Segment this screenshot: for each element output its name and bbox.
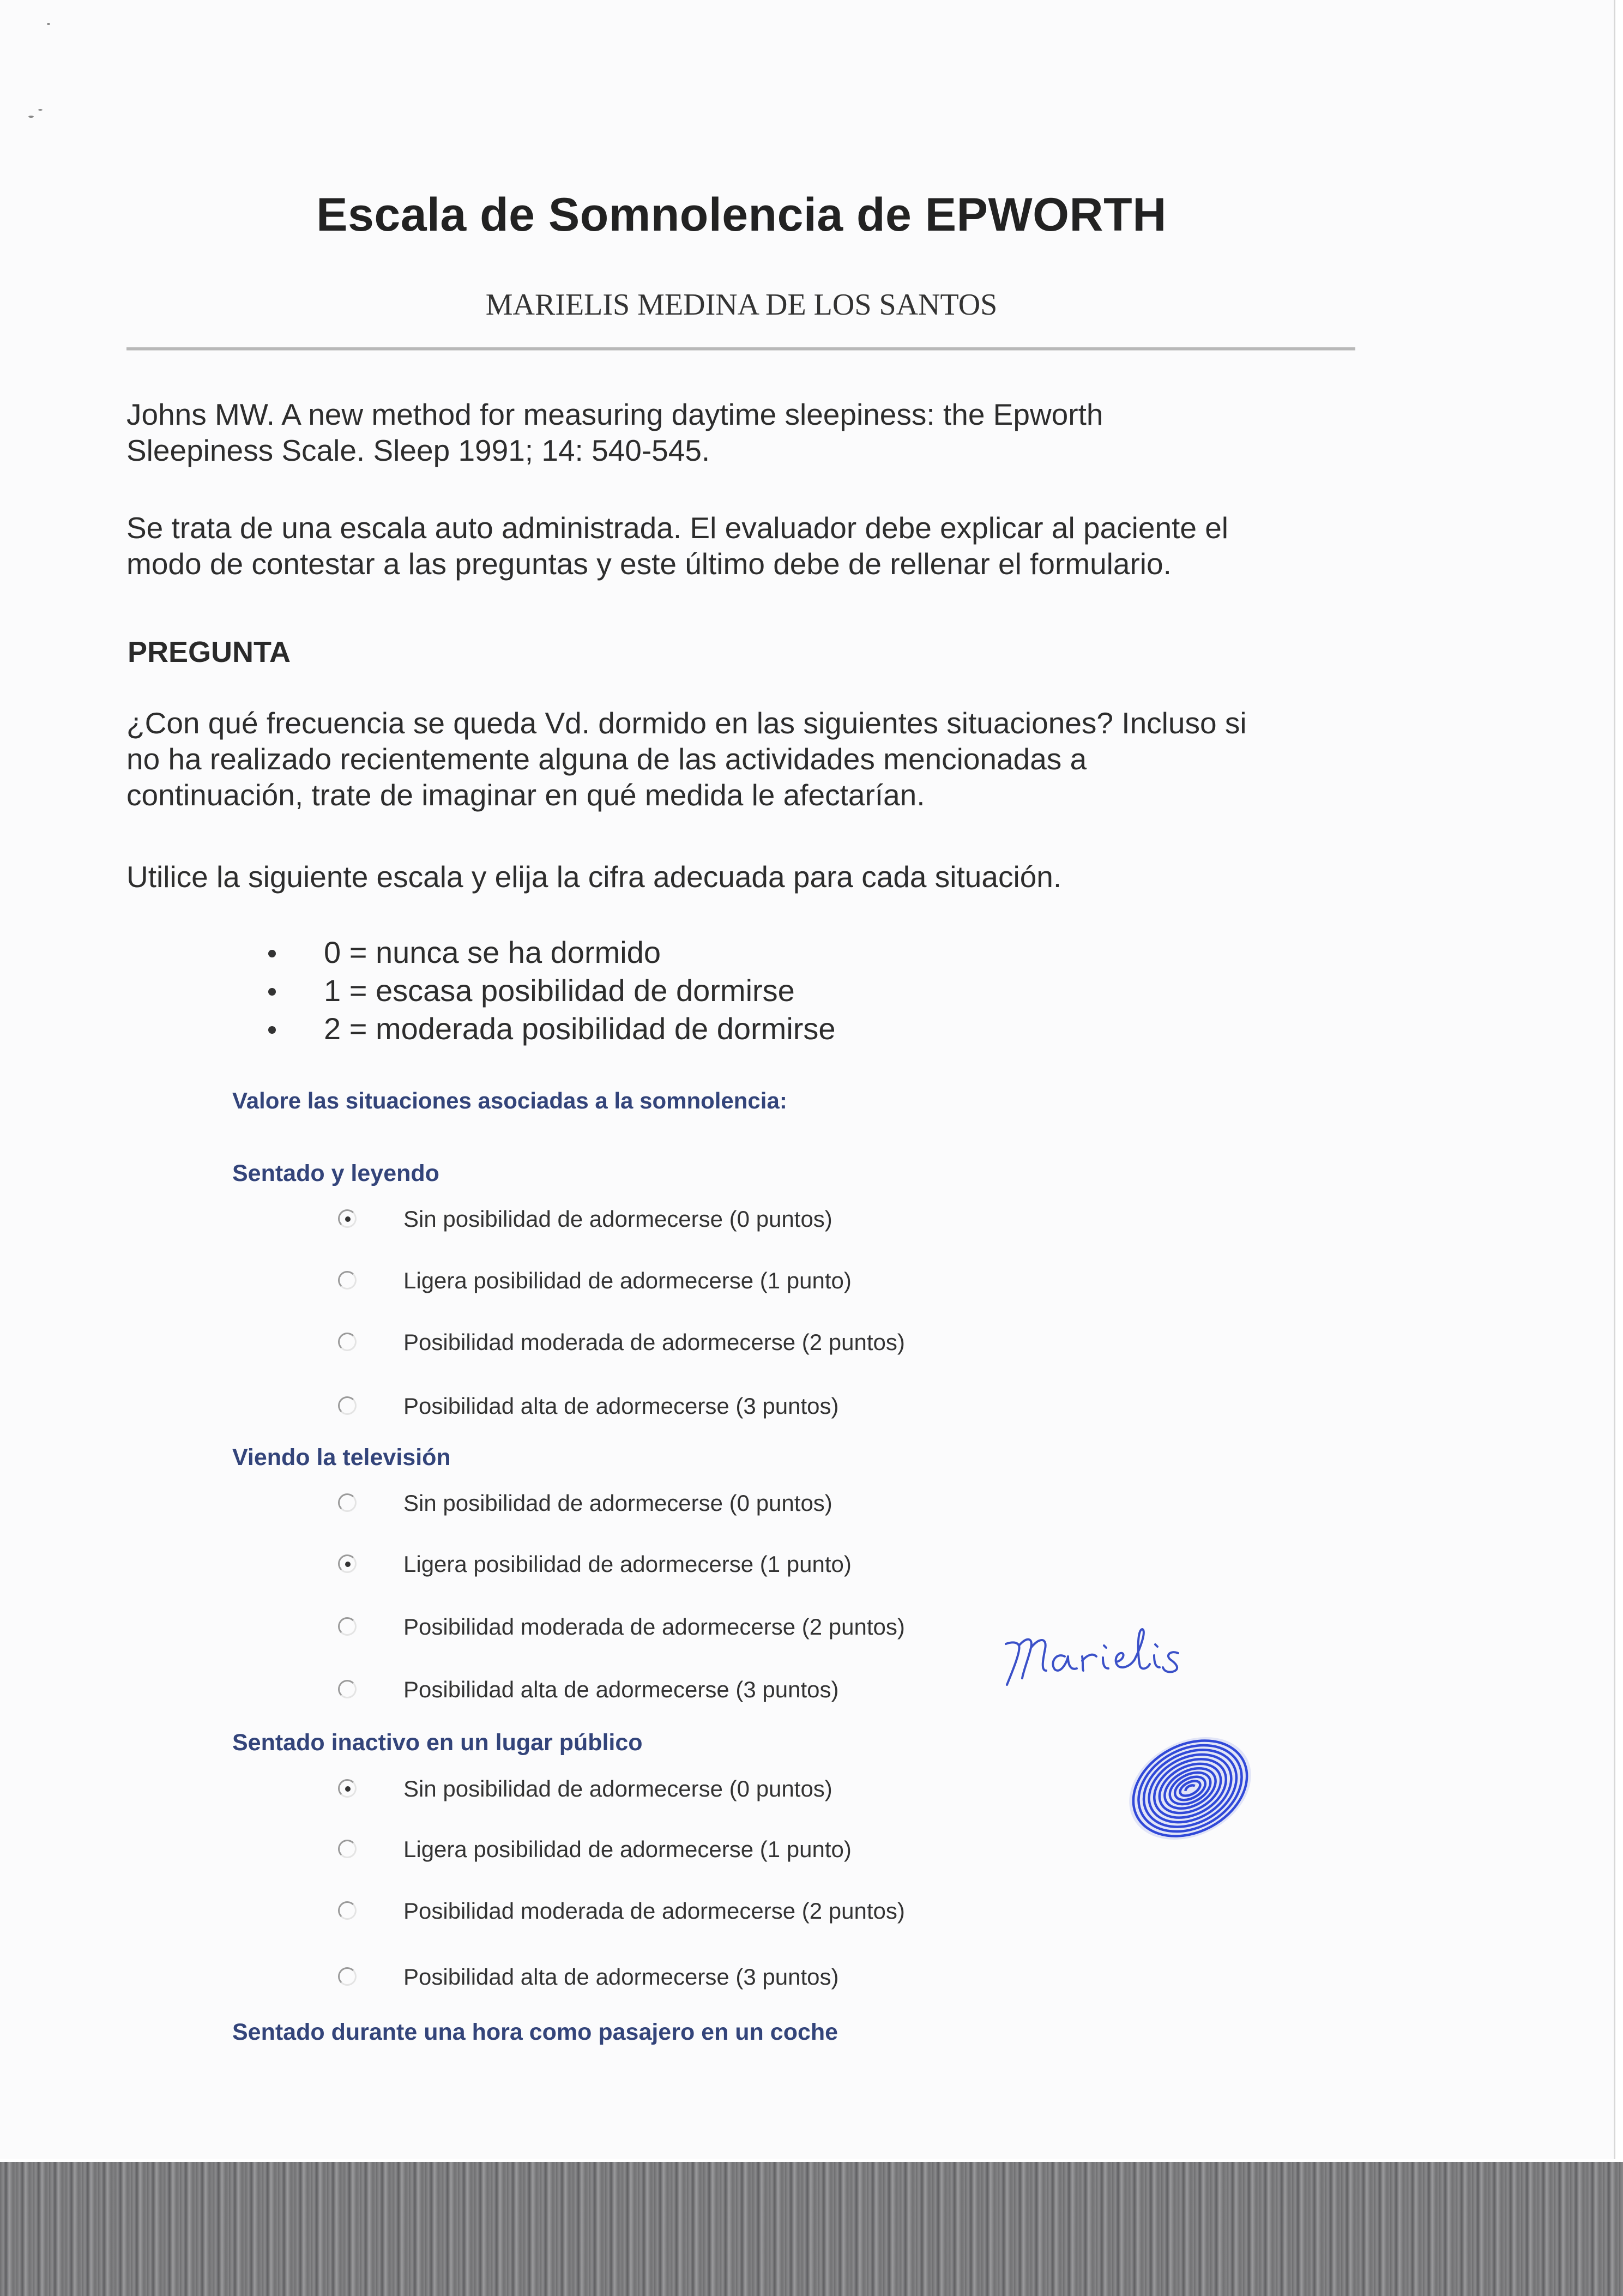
signature-letter-r — [1082, 1655, 1096, 1671]
scan-speck — [38, 109, 43, 111]
scale-list — [267, 933, 836, 1048]
radio-button[interactable] — [338, 1493, 357, 1512]
fingerprint-icon — [1117, 1718, 1264, 1859]
form-intro: Valore las situaciones asociadas a la somnolencia: — [232, 1088, 787, 1113]
signature-letter-s — [1163, 1652, 1178, 1672]
question-line: no ha realizado recientemente alguna de las actividades mencionadas a — [126, 742, 1087, 776]
scale-item — [267, 1010, 836, 1048]
bullet-icon — [268, 950, 276, 957]
radio-button[interactable] — [338, 1396, 357, 1415]
reference-citation — [126, 396, 1380, 468]
radio-button[interactable] — [338, 1680, 357, 1698]
radio-button[interactable] — [338, 1333, 357, 1351]
fingerprint-base — [1117, 1718, 1264, 1859]
instructions-line: Se trata de una escala auto administrada. El evaluador debe explicar al paciente el — [126, 511, 1229, 545]
signature-letter-a — [1053, 1655, 1077, 1671]
reference-line: Johns MW. A new method for measuring daytime sleepiness: the Epworth — [126, 397, 1103, 431]
scale-item-label: 0 = nunca se ha dormido — [324, 935, 661, 969]
scale-item — [267, 972, 836, 1010]
radio-option-label: Posibilidad alta de adormecerse (3 puntos) — [403, 1393, 839, 1419]
radio-option-label: Sin posibilidad de adormecerse (0 puntos) — [403, 1490, 832, 1516]
signature-letter-l — [1135, 1629, 1150, 1668]
scan-speck — [28, 116, 34, 118]
radio-button[interactable] — [338, 1271, 357, 1289]
header-divider — [126, 347, 1355, 351]
situation-title: Sentado durante una hora como pasajero en un coche — [232, 2019, 838, 2045]
bullet-icon — [268, 1026, 276, 1034]
radio-button[interactable] — [338, 1617, 357, 1636]
scale-item-label: 2 = moderada posibilidad de dormirse — [324, 1011, 836, 1046]
reference-line: Sleepiness Scale. Sleep 1991; 14: 540-545. — [126, 433, 710, 467]
scale-instruction: Utilice la siguiente escala y elija la cifra adecuada para cada situación. — [126, 860, 1062, 894]
radio-selected-dot — [345, 1562, 351, 1567]
radio-option-label: Posibilidad alta de adormecerse (3 puntos) — [403, 1964, 839, 1990]
signature-letter-i2 — [1154, 1644, 1160, 1667]
scanner-bed — [0, 2162, 1623, 2296]
handwritten-signature — [995, 1614, 1202, 1696]
radio-button[interactable] — [338, 1779, 357, 1798]
radio-selected-dot — [345, 1786, 351, 1792]
question-paragraph — [126, 705, 1380, 813]
question-line: continuación, trate de imaginar en qué medida le afectarían. — [126, 778, 925, 812]
fingerprint-ridges — [1117, 1718, 1264, 1859]
author-name: MARIELIS MEDINA DE LOS SANTOS — [485, 288, 998, 322]
page-title: Escala de Somnolencia de EPWORTH — [316, 189, 1167, 241]
instructions-paragraph — [126, 510, 1380, 582]
bullet-icon — [268, 988, 276, 996]
radio-option-label: Sin posibilidad de adormecerse (0 puntos) — [403, 1206, 832, 1232]
question-heading: PREGUNTA — [128, 636, 291, 668]
radio-button[interactable] — [338, 1554, 357, 1573]
scan-speck — [47, 23, 50, 25]
radio-option-label: Posibilidad moderada de adormecerse (2 puntos) — [403, 1898, 905, 1924]
signature-letter-e — [1116, 1653, 1135, 1667]
radio-button[interactable] — [338, 1209, 357, 1228]
radio-option-label: Ligera posibilidad de adormecerse (1 punto) — [403, 1551, 852, 1577]
radio-selected-dot — [345, 1216, 351, 1222]
radio-button[interactable] — [338, 1901, 357, 1920]
radio-button[interactable] — [338, 1967, 357, 1986]
signature-letter-m — [1006, 1640, 1046, 1685]
signature-strokes — [1006, 1629, 1178, 1685]
situation-title: Viendo la televisión — [232, 1444, 451, 1471]
radio-option-label: Sin posibilidad de adormecerse (0 puntos) — [403, 1776, 832, 1801]
scale-item — [267, 933, 836, 972]
question-line: ¿Con qué frecuencia se queda Vd. dormido en las siguientes situaciones? Incluso si — [126, 706, 1247, 740]
radio-option-label: Ligera posibilidad de adormecerse (1 punto) — [403, 1268, 852, 1293]
scale-item-label: 1 = escasa posibilidad de dormirse — [324, 973, 795, 1008]
radio-option-label: Posibilidad moderada de adormecerse (2 puntos) — [403, 1614, 905, 1640]
radio-option-label: Posibilidad moderada de adormecerse (2 puntos) — [403, 1329, 905, 1355]
radio-option-label: Ligera posibilidad de adormecerse (1 punto) — [403, 1836, 852, 1862]
radio-option-label: Posibilidad alta de adormecerse (3 puntos) — [403, 1677, 839, 1702]
instructions-line: modo de contestar a las preguntas y este último debe de rellenar el formulario. — [126, 547, 1172, 581]
situation-title: Sentado inactivo en un lugar público — [232, 1729, 643, 1756]
situation-title: Sentado y leyendo — [232, 1160, 439, 1186]
radio-button[interactable] — [338, 1840, 357, 1858]
signature-letter-i — [1103, 1646, 1108, 1668]
